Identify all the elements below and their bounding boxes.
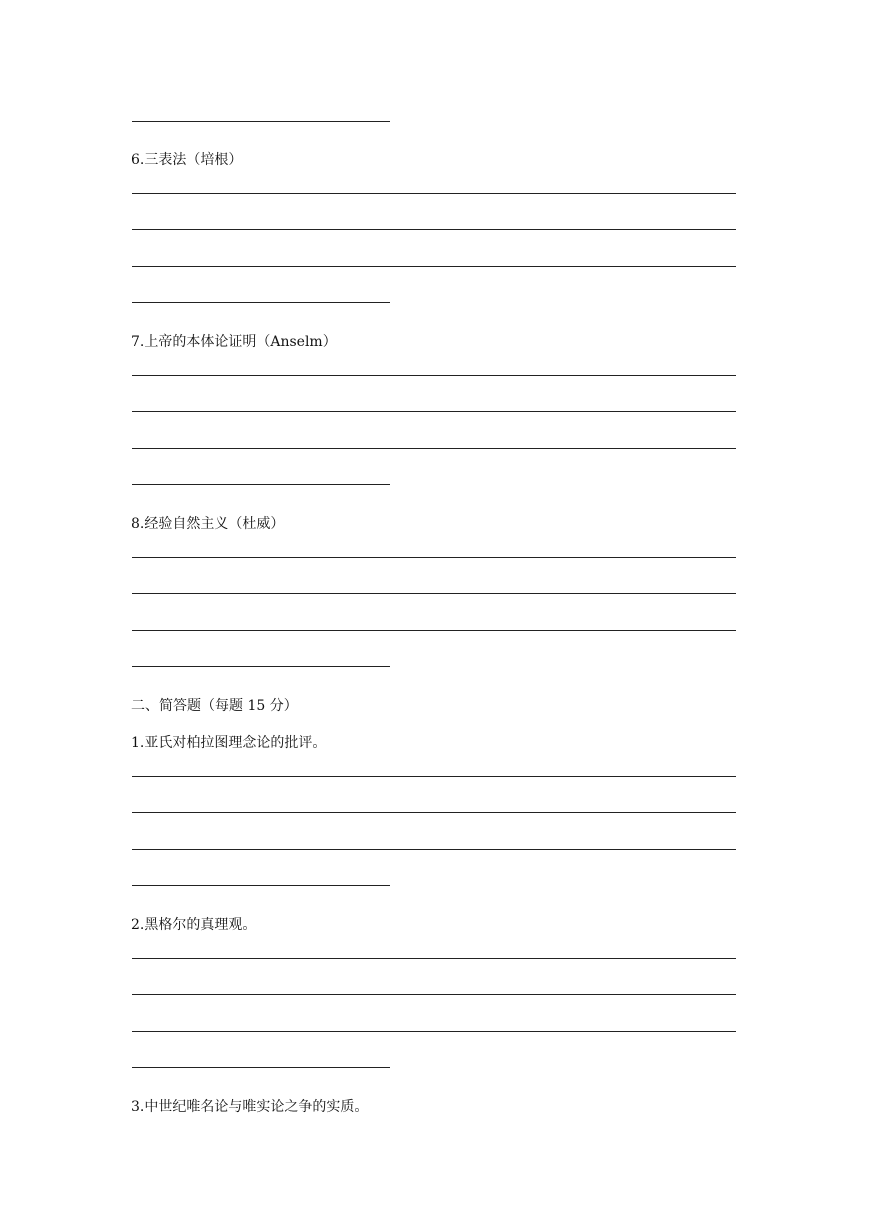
answer-line — [132, 193, 736, 194]
short-answer-3-label: 3.中世纪唯名论与唯实论之争的实质。 — [131, 1099, 369, 1115]
answer-line — [132, 885, 390, 886]
short-answer-1-label: 1.亚氏对柏拉图理念论的批评。 — [131, 735, 327, 751]
answer-line — [132, 812, 736, 813]
answer-line — [132, 958, 736, 959]
answer-line — [132, 121, 390, 122]
answer-line — [132, 302, 390, 303]
answer-line — [132, 411, 736, 412]
answer-line — [132, 229, 736, 230]
answer-line — [132, 666, 390, 667]
answer-line — [132, 375, 736, 376]
question-7-label: 7.上帝的本体论证明（Anselm） — [131, 334, 337, 350]
answer-line — [132, 266, 736, 267]
answer-line — [132, 593, 736, 594]
answer-line — [132, 1031, 736, 1032]
question-8-label: 8.经验自然主义（杜威） — [131, 516, 285, 532]
answer-line — [132, 484, 390, 485]
question-6-label: 6.三表法（培根） — [131, 152, 243, 168]
answer-line — [132, 557, 736, 558]
short-answer-2-label: 2.黑格尔的真理观。 — [131, 917, 257, 933]
answer-line — [132, 1067, 390, 1068]
answer-line — [132, 994, 736, 995]
answer-line — [132, 776, 736, 777]
answer-line — [132, 630, 736, 631]
answer-line — [132, 448, 736, 449]
section-heading: 二、简答题（每题 15 分） — [131, 698, 298, 714]
answer-line — [132, 849, 736, 850]
